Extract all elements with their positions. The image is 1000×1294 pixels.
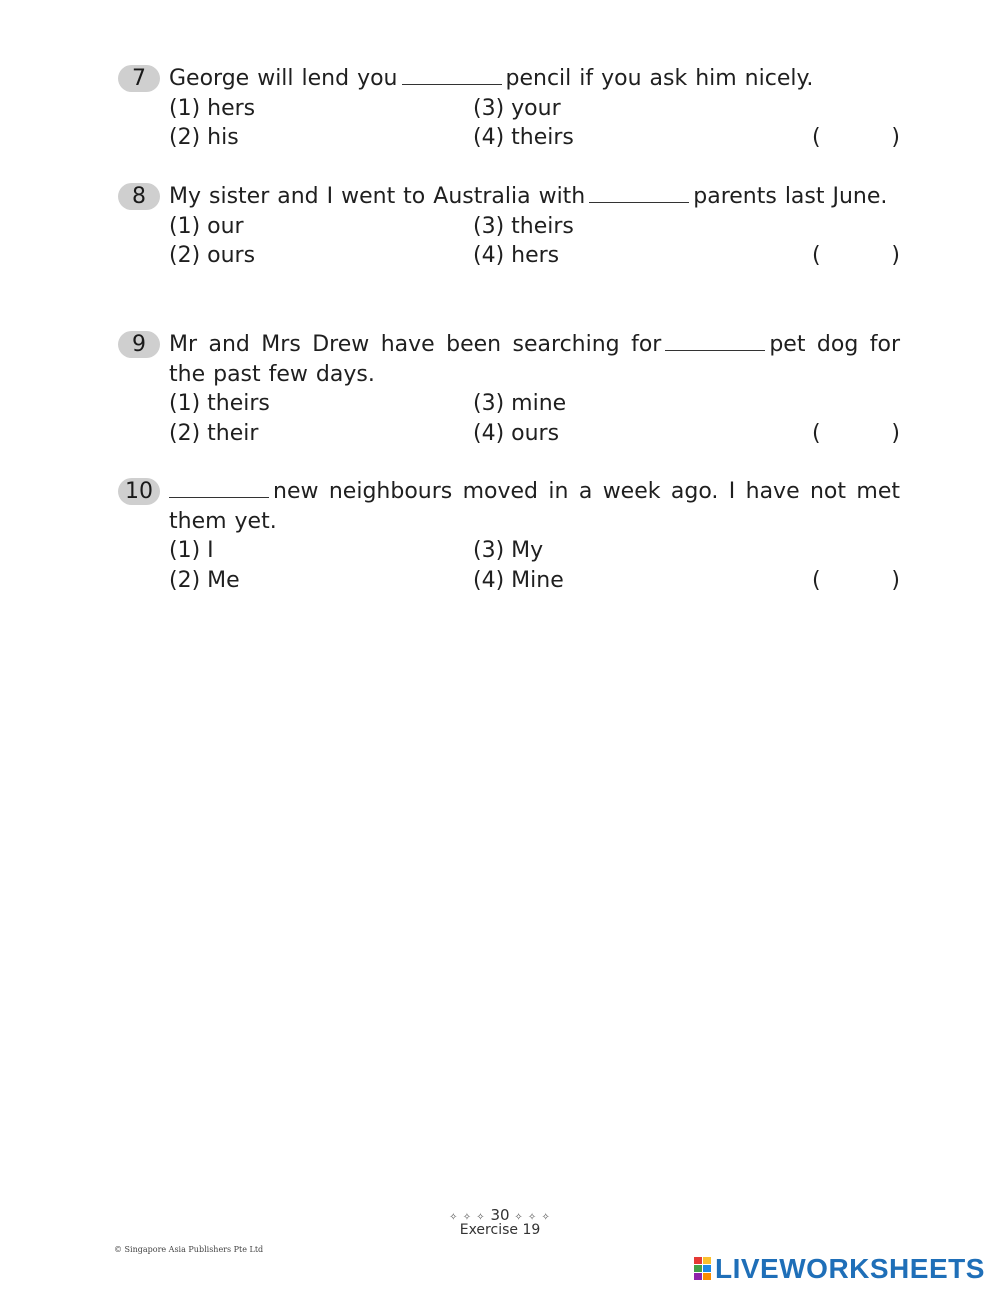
answer-bracket[interactable]: ( ) [812, 567, 900, 593]
question-stem [169, 477, 900, 536]
question-stem [169, 64, 900, 94]
option-1: (1) our [169, 213, 244, 239]
stem-text-before: George will lend you [169, 66, 398, 91]
question-7 [118, 64, 900, 153]
option-1: (1) theirs [169, 391, 270, 416]
question-stem [169, 330, 900, 389]
answer-blank [589, 184, 689, 203]
option-3: (3) your [473, 95, 561, 121]
option-3: (3) theirs [473, 213, 574, 239]
option-3: (3) My [473, 538, 544, 563]
option-2: (2) his [169, 125, 239, 150]
exercise-label: Exercise 19 [459, 1222, 541, 1238]
question-number-badge: 10 [118, 478, 160, 505]
question-number-badge: 7 [118, 65, 160, 92]
liveworksheets-logo-icon [694, 1257, 712, 1281]
liveworksheets-logo-text: LIVEWORKSHEETS [715, 1253, 985, 1284]
option-2: (2) their [169, 420, 259, 446]
stem-text-after: new neighbours moved in a week ago. I have not met them yet. [169, 479, 900, 534]
options-row [118, 241, 900, 271]
stem-text-after: pet dog for the past few days. [169, 332, 900, 387]
ornament-right: ✧ ✧ ✧ [514, 1212, 551, 1223]
stem-text-before: My sister and I went to Australia with [169, 184, 586, 209]
answer-blank [169, 479, 269, 498]
option-4: (4) theirs [473, 125, 574, 150]
question-8 [118, 182, 900, 271]
question-stem [169, 182, 900, 212]
answer-bracket[interactable]: ( ) [812, 125, 900, 150]
option-4: (4) Mine [473, 567, 564, 593]
answer-blank [665, 332, 765, 351]
options-row [118, 536, 900, 566]
stem-text-after: pencil if you ask him nicely. [505, 66, 814, 91]
options-row [118, 389, 900, 419]
option-1: (1) hers [169, 95, 256, 121]
option-2: (2) ours [169, 243, 256, 268]
copyright-notice: © Singapore Asia Publishers Pte Ltd [114, 1245, 264, 1254]
options-row [118, 123, 900, 153]
option-4: (4) ours [473, 420, 560, 446]
answer-bracket[interactable]: ( ) [812, 243, 900, 268]
option-1: (1) I [169, 538, 214, 563]
question-number-badge: 9 [118, 331, 160, 358]
page-number-text: 30 [490, 1206, 510, 1224]
options-row [118, 94, 900, 124]
option-2: (2) Me [169, 567, 240, 593]
question-9 [118, 330, 900, 448]
stem-text-after: parents last June. [693, 184, 888, 209]
liveworksheets-logo[interactable] [694, 1254, 985, 1284]
answer-blank [402, 66, 502, 85]
question-number-badge: 8 [118, 183, 160, 210]
option-4: (4) hers [473, 243, 560, 268]
question-10 [118, 477, 900, 595]
stem-text-before: Mr and Mrs Drew have been searching for [169, 332, 662, 357]
options-row [118, 566, 900, 596]
ornament-left: ✧ ✧ ✧ [449, 1212, 486, 1223]
options-row [118, 419, 900, 449]
answer-bracket[interactable]: ( ) [812, 420, 900, 446]
options-row [118, 212, 900, 242]
option-3: (3) mine [473, 391, 567, 416]
